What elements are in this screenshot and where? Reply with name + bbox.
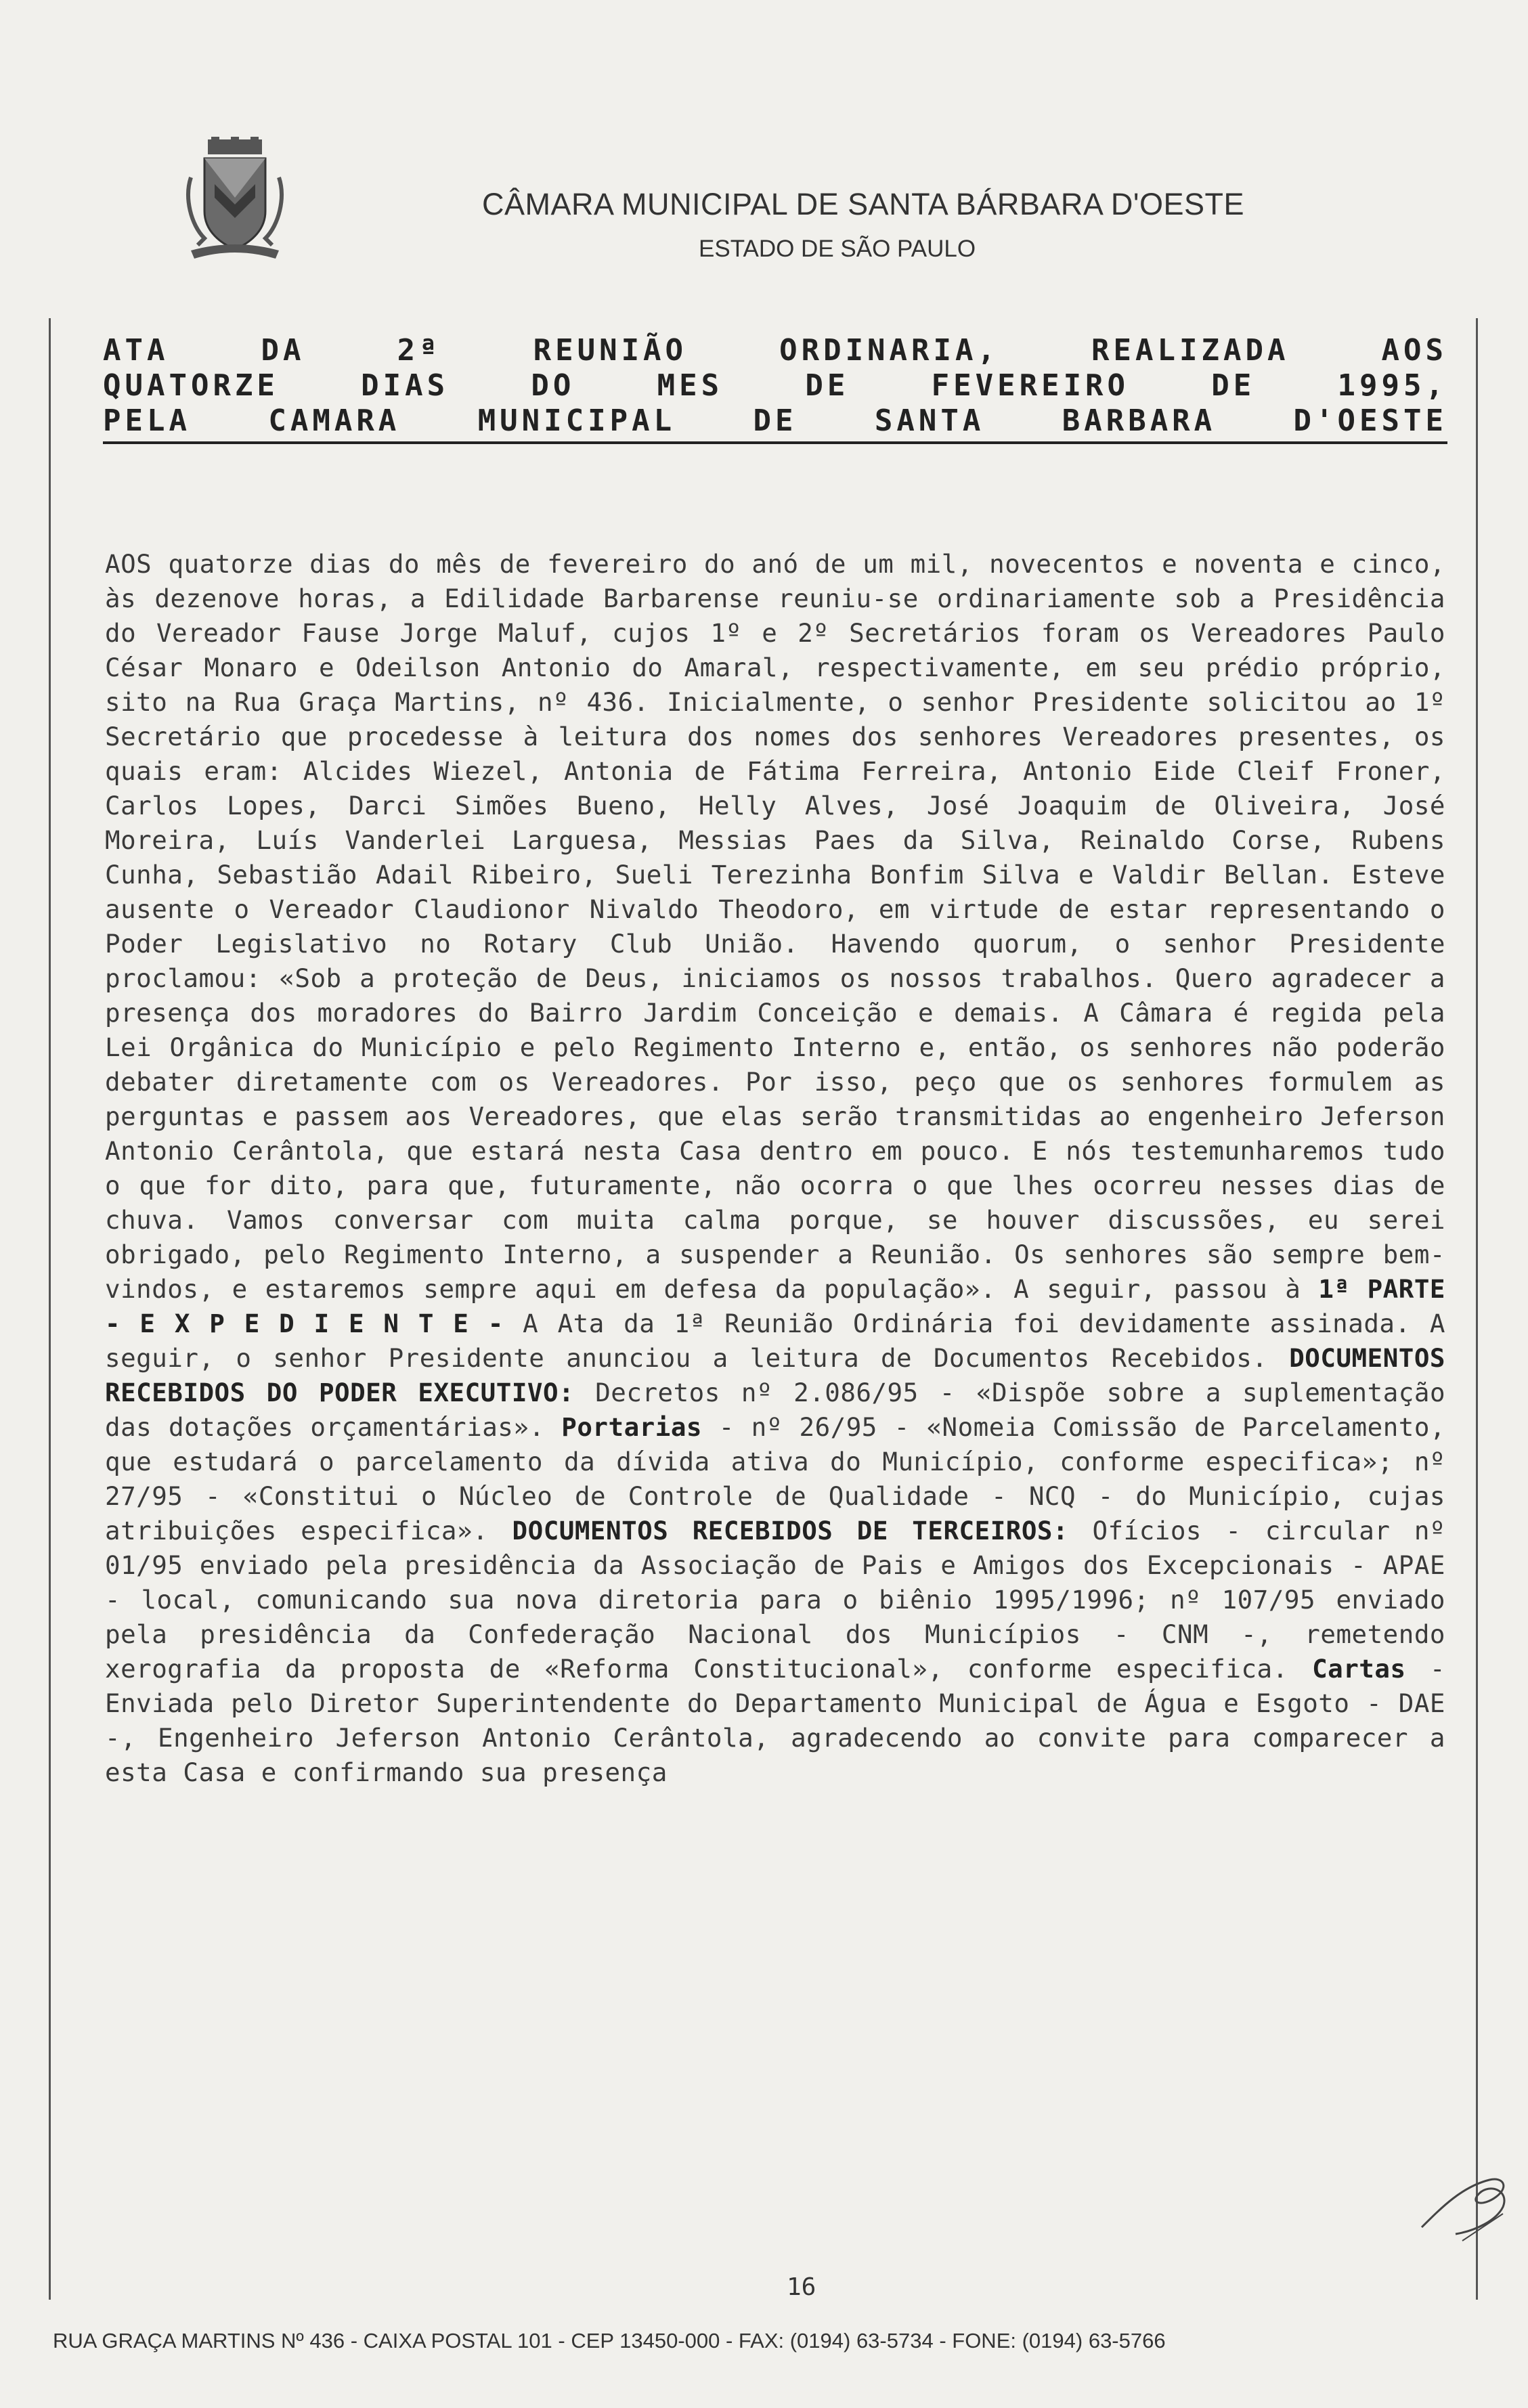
left-margin-rule	[49, 318, 51, 2300]
paragraph-opening: AOS quatorze dias do mês de fevereiro do anó de um mil, novecentos e noventa e cinco, às dezenove horas, a Edilidade Barbarense reuniu-se ordinariamente sob a Presidência do Vereador Fause Jorge Maluf, cujos 1º e 2º Secretários foram os Vereadores Paulo César Monaro e Odeilson Antonio do Amaral, respectivamente, em seu prédio próprio, sito na Rua Graça Martins, nº 436. Inicialmente, o senhor Presidente solicitou ao 1º Secretário que procedesse à leitura dos nomes dos senhores Vereadores presentes, os quais eram: Alcides Wiezel, Antonia de Fátima Ferreira, Antonio Eide Cleif Froner, Carlos Lopes, Darci Simões Bueno, Helly Alves, José Joaquim de Oliveira, José Moreira, Luís Vanderlei Larguesa, Messias Paes da Silva, Reinaldo Corse, Rubens Cunha, Sebastião Adail Ribeiro, Sueli Terezinha Bonfim Silva e Valdir Bellan. Esteve ausente o Vereador Claudionor Nivaldo Theodoro, em virtude de estar representando o Poder Legislativo no Rotary Club União. Havendo quorum, o senhor Presidente proclamou: «Sob a proteção de Deus, iniciamos os nossos trabalhos. Quero agradecer a presença dos moradores do Bairro Jardim Conceição e demais. A Câmara é regida pela Lei Orgânica do Município e pelo Regimento Interno e, então, os senhores não poderão debater diretamente com os Vereadores. Por isso, peço que os senhores formulem as perguntas e passem aos Vereadores, que elas serão transmitidas ao engenheiro Jeferson Antonio Cerântola, que estará nesta Casa dentro em pouco. E nós testemunharemos tudo o que for dito, para que, futuramente, não ocorra o que lhes ocorreu nesses dias de chuva. Vamos conversar com muita calma porque, se houver discussões, eu serei obrigado, pelo Regimento Interno, a suspender a Reunião. Os senhores são sempre bem-vindos, e estaremos sempre aqui em defesa da população». A seguir, passou à	[105, 549, 1445, 1304]
title-line-1: ATA DA 2ª REUNIÃO ORDINARIA, REALIZADA AOS	[103, 333, 1447, 368]
title-line-2: QUATORZE DIAS DO MES DE FEVEREIRO DE 1995,	[103, 368, 1447, 403]
title-line-3: PELA CAMARA MUNICIPAL DE SANTA BARBARA D'OESTE	[103, 403, 1447, 438]
portarias-heading: Portarias	[561, 1412, 702, 1442]
expediente-heading: 1ª PARTE - E X P E D I E N T E -	[105, 1274, 1445, 1338]
signature-mark	[1415, 2166, 1516, 2248]
coat-of-arms-icon	[184, 137, 286, 260]
document-title	[103, 333, 1447, 444]
footer-address: RUA GRAÇA MARTINS Nº 436 - CAIXA POSTAL 101 - CEP 13450-000 - FAX: (0194) 63-5734 - FONE: (0194) 63-5766	[53, 2329, 1166, 2352]
institution-name: CÂMARA MUNICIPAL DE SANTA BÁRBARA D'OESTE	[482, 187, 1245, 221]
paragraph-ata-read: A Ata da 1ª Reunião Ordinária foi devidamente assinada. A seguir, o senhor Presidente anunciou a leitura de Documentos Recebidos.	[105, 1309, 1445, 1373]
right-margin-rule	[1476, 318, 1478, 2300]
third-party-docs-heading: DOCUMENTOS RECEBIDOS DE TERCEIROS:	[512, 1516, 1069, 1546]
paragraph-oficios: Ofícios - circular nº 01/95 enviado pela presidência da Associação de Pais e Amigos dos Excepcionais - APAE - local, comunicando sua nova diretoria para o biênio 1995/1996; nº 107/95 enviado pela presidência da Confederação Nacional dos Municípios - CNM -, remetendo xerografia da proposta de «Reforma Constitucional», conforme especifica.	[105, 1516, 1445, 1684]
minutes-body	[105, 547, 1445, 1790]
paragraph-decretos: Decretos nº 2.086/95 - «Dispõe sobre a suplementação das dotações orçamentárias».	[105, 1378, 1446, 1442]
paragraph-cartas: - Enviada pelo Diretor Superintendente do Departamento Municipal de Água e Esgoto - DAE -, Engenheiro Jeferson Antonio Cerântola, agradecendo ao convite para comparecer a esta Casa e confirmando sua presença	[105, 1654, 1446, 1787]
page-number: 16	[787, 2273, 816, 2301]
cartas-heading: Cartas	[1312, 1654, 1406, 1684]
executive-docs-heading: DOCUMENTOS RECEBIDOS DO PODER EXECUTIVO:	[105, 1343, 1446, 1407]
paragraph-portarias: - nº 26/95 - «Nomeia Comissão de Parcelamento, que estudará o parcelamento da dívida ativa do Município, conforme especifica»; nº 27/95 - «Constitui o Núcleo de Controle de Qualidade - NCQ - do Município, cujas atribuições especifica».	[105, 1412, 1446, 1546]
state-name: ESTADO DE SÃO PAULO	[699, 236, 976, 262]
